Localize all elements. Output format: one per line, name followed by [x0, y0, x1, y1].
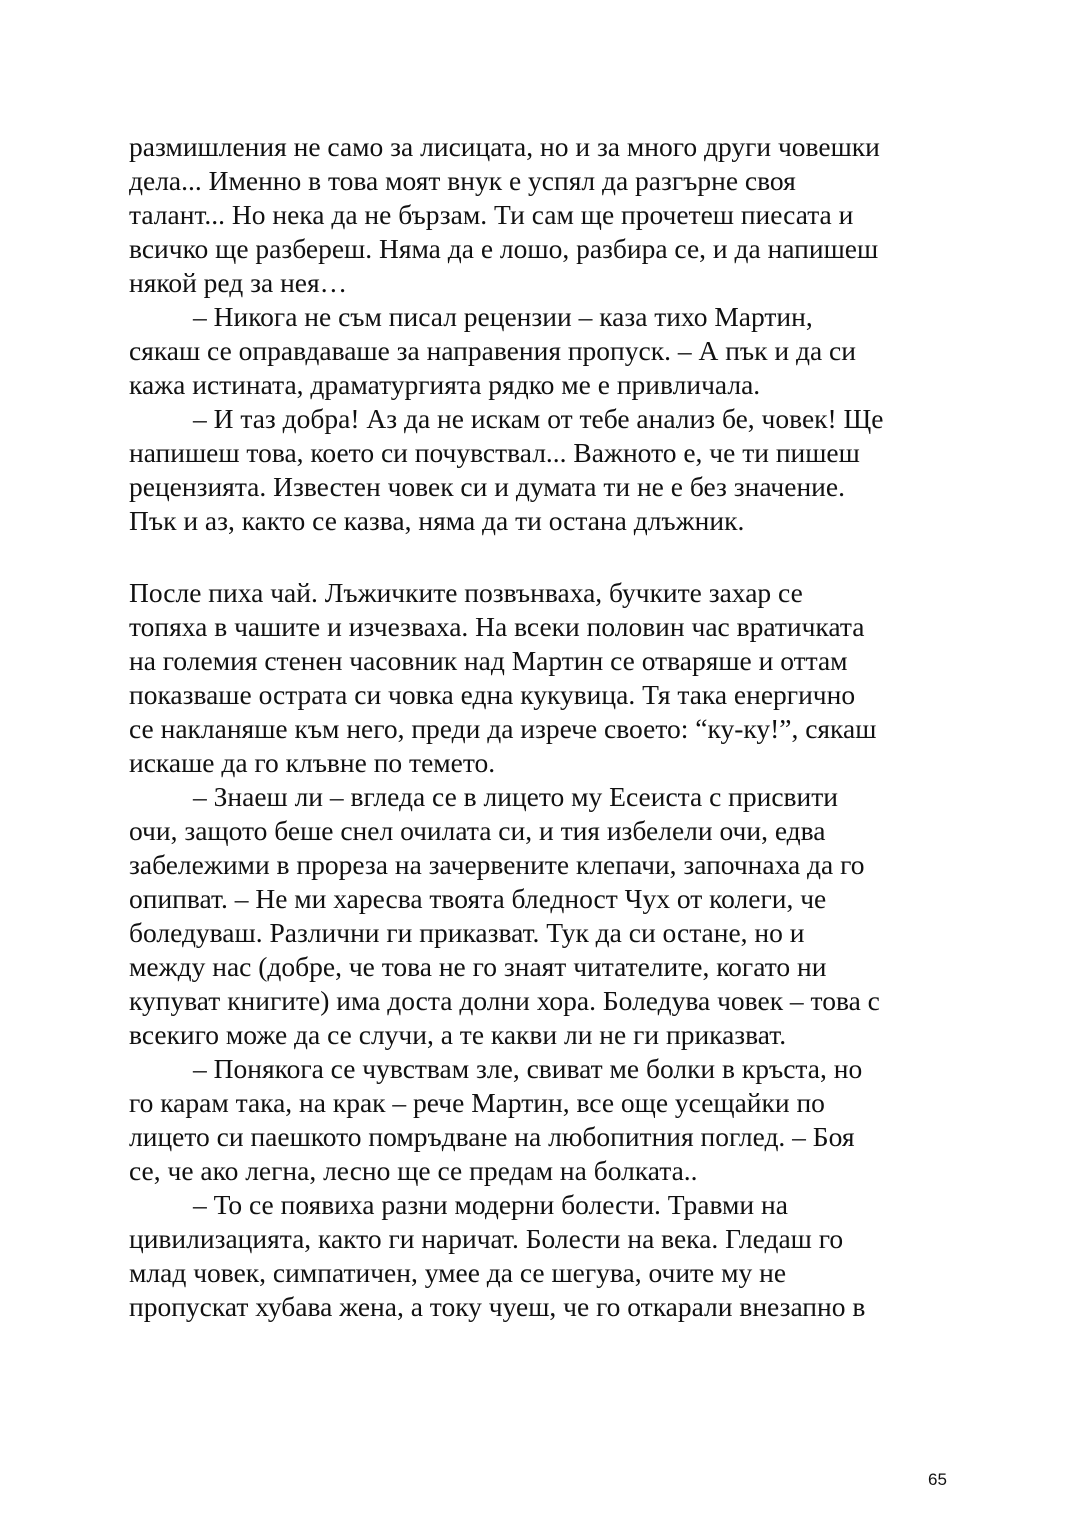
text-line: боледуваш. Различни ги приказват. Тук да си остане, но и	[129, 917, 805, 948]
text-line: цивилизацията, както ги наричат. Болести на века. Гледаш го	[129, 1223, 844, 1254]
text-line: очи, защото беше снел очилата си, и тия избелели очи, едва	[129, 815, 826, 846]
text-line: се, че ако легна, лесно ще се предам на болката..	[129, 1155, 698, 1186]
text-line: искаше да го клъвне по темето.	[129, 747, 496, 778]
text-line: кажа истината, драматургията рядко ме е привличала.	[129, 369, 761, 400]
dialogue-line: – Знаеш ли – вгледа се в лицето му Есеиста с присвити	[193, 781, 838, 812]
text-line: рецензията. Известен човек си и думата ти не е без значение.	[129, 471, 845, 502]
text-line: талант... Но нека да не бързам. Ти сам ще прочетеш пиесата и	[129, 199, 854, 230]
page-number: 65	[928, 1470, 947, 1489]
text-line: забележими в прореза на зачервените клепачи, започнаха да го	[129, 849, 865, 880]
text-line: опипват. – Не ми харесва твоята бледност Чух от колеги, че	[129, 883, 827, 914]
text-line: всекиго може да се случи, а те какви ли не ги приказват.	[129, 1019, 787, 1050]
text-line: се накланяше към него, преди да изрече своето: “ку-ку!”, сякаш	[129, 713, 877, 744]
text-block-1	[129, 130, 959, 538]
dialogue-line: – То се появиха разни модерни болести. Травми на	[193, 1189, 788, 1220]
text-line: После пиха чай. Лъжичките позвънваха, бучките захар се	[129, 577, 803, 608]
text-line: Пък и аз, както се казва, няма да ти остана длъжник.	[129, 505, 745, 536]
text-line: пропускат хубава жена, а току чуеш, че го откарали внезапно в	[129, 1291, 866, 1322]
text-line: топяха в чашите и изчезваха. На всеки половин час вратичката	[129, 611, 865, 642]
text-line: лицето си паешкото помръдване на любопитния поглед. – Боя	[129, 1121, 855, 1152]
text-line: сякаш се оправдаваше за направения пропуск. – А пък и да си	[129, 335, 856, 366]
text-block-2	[129, 576, 959, 1324]
text-line: всичко ще разбереш. Няма да е лошо, разбира се, и да напишеш	[129, 233, 879, 264]
text-line: размишления не само за лисицата, но и за много други човешки	[129, 131, 880, 162]
text-line: го карам така, на крак – рече Мартин, все още усещайки по	[129, 1087, 825, 1118]
dialogue-line: – И таз добра! Аз да не искам от тебе анализ бе, човек! Ще	[193, 403, 884, 434]
text-line: млад човек, симпатичен, умее да се шегува, очите му не	[129, 1257, 787, 1288]
text-line: на големия стенен часовник над Мартин се отваряше и оттам	[129, 645, 848, 676]
text-line: някой ред за нея…	[129, 267, 348, 298]
text-line: показваше острата си човка една кукувица. Тя така енергично	[129, 679, 856, 710]
dialogue-line: – Никога не съм писал рецензии – каза тихо Мартин,	[193, 301, 813, 332]
text-line: купуват книгите) има доста долни хора. Боледува човек – това с	[129, 985, 880, 1016]
text-line: напишеш това, което си почувствал... Важното е, че ти пишеш	[129, 437, 860, 468]
dialogue-line: – Понякога се чувствам зле, свиват ме болки в кръста, но	[193, 1053, 863, 1084]
text-line: дела... Именно в това моят внук е успял да разгърне своя	[129, 165, 796, 196]
text-line: между нас (добре, че това не го знаят читателите, когато ни	[129, 951, 827, 982]
